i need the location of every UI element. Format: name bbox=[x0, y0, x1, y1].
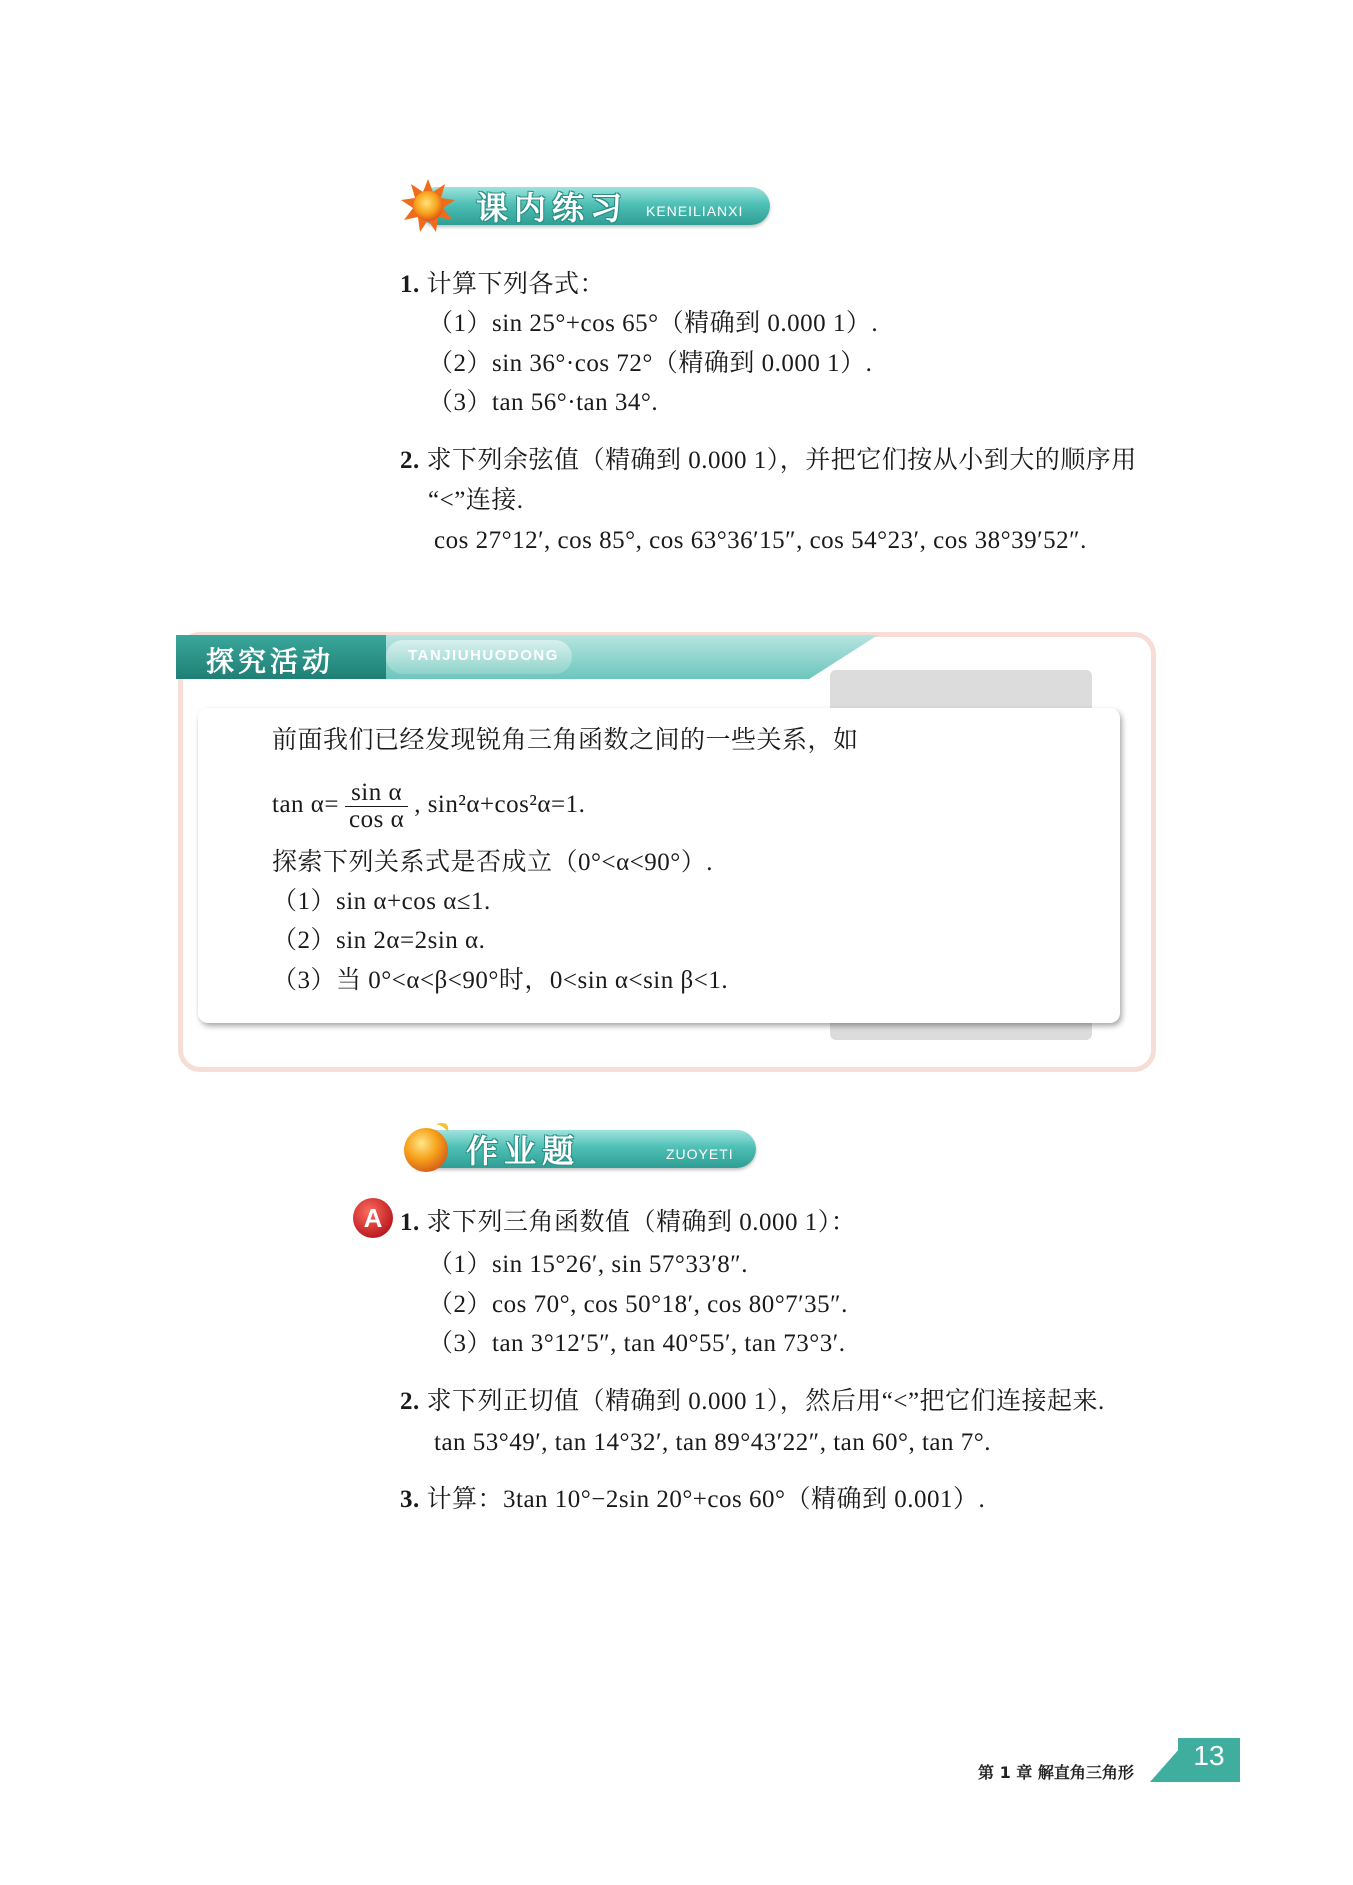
exercise-number: 1. bbox=[400, 271, 420, 298]
orange-ball-icon bbox=[400, 1118, 458, 1176]
fraction-denominator: cos α bbox=[349, 805, 405, 833]
fraction-numerator: sin α bbox=[345, 780, 408, 807]
section1-title: 课内练习 bbox=[476, 189, 629, 227]
exercise-text: 求下列三角函数值（精确到 0.000 1）： bbox=[426, 1209, 857, 1236]
formula-rest: , sin²α+cos²α=1. bbox=[414, 791, 586, 818]
level-a-badge-icon bbox=[350, 1196, 396, 1240]
section2-title: 作业题 bbox=[466, 1132, 581, 1170]
exercise-1 bbox=[400, 268, 605, 302]
exercise-text: 求下列正切值（精确到 0.000 1），然后用“<”把它们连接起来. bbox=[426, 1388, 1105, 1415]
homework-1-part-2: （2）cos 70°, cos 50°18′, cos 80°7′35″. bbox=[428, 1291, 848, 1318]
exercise-2 bbox=[400, 444, 1137, 478]
exercise-text: 计算下列各式： bbox=[426, 271, 606, 298]
exercise-number: 1. bbox=[400, 1209, 420, 1236]
homework-1 bbox=[400, 1206, 856, 1240]
section2-subtitle: ZUOYETI bbox=[666, 1146, 734, 1162]
exercise-2-values: cos 27°12′, cos 85°, cos 63°36′15″, cos 54°23′, cos 38°39′52″. bbox=[434, 527, 1087, 554]
exercise-number: 2. bbox=[400, 447, 420, 474]
exercise-1-part-2: （2）sin 36°·cos 72°（精确到 0.000 1）. bbox=[428, 350, 873, 377]
explore-question: 探索下列关系式是否成立（0°<α<90°）. bbox=[272, 849, 714, 876]
exercise-number: 3. bbox=[400, 1486, 420, 1513]
homework-2-values: tan 53°49′, tan 14°32′, tan 89°43′22″, tan 60°, tan 7°. bbox=[434, 1429, 992, 1456]
homework-2 bbox=[400, 1385, 1105, 1419]
explore-item-1: （1）sin α+cos α≤1. bbox=[272, 888, 491, 915]
homework-3 bbox=[400, 1483, 985, 1517]
section1-subtitle: KENEILIANXI bbox=[646, 203, 744, 219]
page-tab-arrow-icon bbox=[1150, 1748, 1180, 1782]
explore-item-3: （3）当 0°<α<β<90°时，0<sin α<sin β<1. bbox=[272, 967, 729, 994]
page-number: 13 bbox=[1193, 1740, 1225, 1771]
exercise-number: 2. bbox=[400, 1388, 420, 1415]
sun-icon bbox=[400, 178, 456, 234]
fraction bbox=[345, 780, 408, 833]
explore-title: 探究活动 bbox=[206, 645, 335, 678]
exercise-text: 计算：3tan 10°−2sin 20°+cos 60°（精确到 0.001）. bbox=[426, 1486, 986, 1513]
badge-label: A bbox=[363, 1203, 383, 1233]
exercise-text: 求下列余弦值（精确到 0.000 1），并把它们按从小到大的顺序用 bbox=[426, 447, 1137, 474]
homework-1-part-1: （1）sin 15°26′, sin 57°33′8″. bbox=[428, 1251, 748, 1278]
exercise-2-line-2: “<”连接. bbox=[428, 487, 524, 514]
exercise-1-part-1: （1）sin 25°+cos 65°（精确到 0.000 1）. bbox=[428, 310, 879, 337]
homework-1-part-3: （3）tan 3°12′5″, tan 40°55′, tan 73°3′. bbox=[428, 1330, 846, 1357]
formula-lhs: tan α= bbox=[272, 791, 339, 818]
explore-formula bbox=[272, 776, 585, 834]
explore-subtitle: TANJIUHUODONG bbox=[408, 647, 559, 664]
explore-intro: 前面我们已经发现锐角三角函数之间的一些关系，如 bbox=[272, 727, 859, 754]
chapter-label: 第 1 章 解直角三角形 bbox=[978, 1763, 1134, 1782]
exercise-1-part-3: （3）tan 56°·tan 34°. bbox=[428, 389, 659, 416]
explore-item-2: （2）sin 2α=2sin α. bbox=[272, 927, 486, 954]
